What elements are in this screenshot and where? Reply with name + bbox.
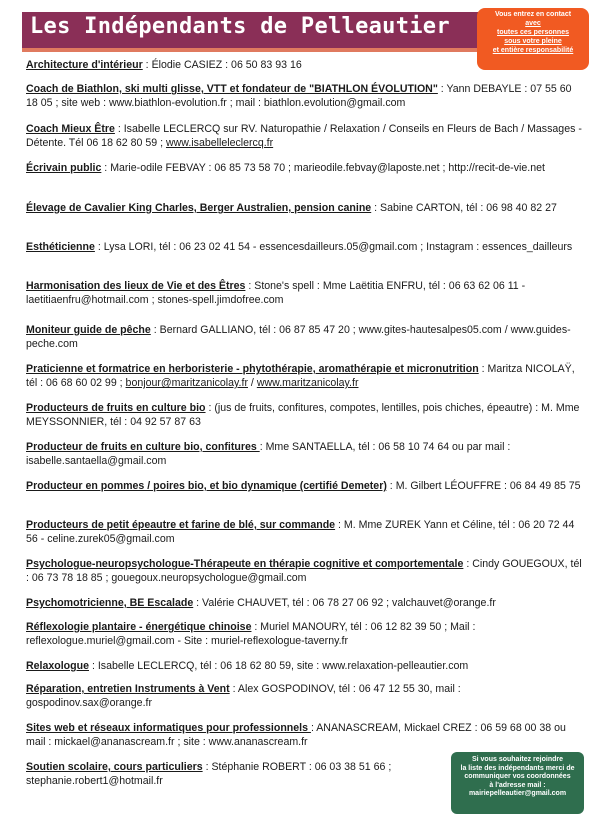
entry-details: : Isabelle LECLERCQ sur RV. Naturopathie / Relaxation / Conseils en Fleurs de Bach / Massages - Détente. Tél 06 18 62 80 59 ; (26, 123, 582, 149)
website-link[interactable]: www.maritzanicolay.fr (256, 377, 359, 389)
entry-category: Coach Mieux Être (26, 123, 115, 135)
entry-category: Praticienne et formatrice en herboristerie - phytothérapie, aromathérapie et micronutrition (26, 363, 479, 375)
entry-details: : Stone's spell : Mme Laëtitia ENFRU, tél : 06 63 62 06 11 - laetitiaenfru@hotmail.com ; stones-spell.jimdofree.com (26, 280, 526, 306)
directory-entry (26, 518, 586, 546)
entry-details: : Stéphanie ROBERT : 06 03 38 51 66 ; stephanie.robert1@hotmail.fr (26, 761, 392, 787)
disclaimer-line: Vous entrez en contact (494, 11, 572, 18)
directory-entry (26, 58, 586, 72)
entry-category: Sites web et réseaux informatiques pour professionnels (26, 722, 311, 734)
entry-details: : Muriel MANOURY, tél : 06 12 82 39 50 ; Mail : reflexologue.muriel@gmail.com - Site : muriel-reflexologue-taverny.fr (26, 621, 476, 647)
entry-details: : Lysa LORI, tél : 06 23 02 41 54 - essencesdailleurs.05@gmail.com ; Instagram : essences_dailleurs (94, 241, 573, 253)
link-separator: / (247, 377, 257, 389)
directory-entry (26, 401, 586, 429)
directory-entry (26, 279, 586, 307)
join-notice-line: communiquer vos coordonnées (464, 773, 571, 780)
entry-category: Architecture d'intérieur (26, 59, 143, 71)
join-notice-email: mairiepelleautier@gmail.com (468, 790, 567, 797)
entry-category: Moniteur guide de pêche (26, 324, 151, 336)
directory-entry (26, 440, 586, 468)
entry-details: : Isabelle LECLERCQ, tél : 06 18 62 80 59, site : www.relaxation-pelleautier.com (89, 660, 469, 672)
entry-details: : Bernard GALLIANO, tél : 06 87 85 47 20 ; www.gites-hautesalpes05.com / www.guides-peche.com (26, 324, 571, 350)
directory-entry (26, 362, 586, 390)
directory-entry (26, 82, 586, 110)
entry-category: Harmonisation des lieux de Vie et des Êtres (26, 280, 246, 292)
entry-category: Soutien scolaire, cours particuliers (26, 761, 203, 773)
directory-entry (26, 557, 586, 585)
entry-category: Esthéticienne (26, 241, 95, 253)
entry-details: : Sabine CARTON, tél : 06 98 40 82 27 (371, 202, 557, 214)
page-title: Les Indépendants de Pelleautier (30, 14, 450, 39)
directory-entry (26, 479, 586, 493)
entry-details: : ANANASCREAM, Mickael CREZ : 06 59 68 00 38 ou mail : mickael@ananascream.fr ; site : www.ananascream.fr (26, 722, 566, 748)
entry-category: Relaxologue (26, 660, 89, 672)
join-notice-line: Si vous souhaitez rejoindre (471, 756, 564, 763)
entry-details: : Marie-odile FEBVAY : 06 85 73 58 70 ; marieodile.febvay@laposte.net ; http://recit-de-vie.net (101, 162, 545, 174)
directory-entry (26, 721, 586, 749)
directory-entry (26, 201, 586, 215)
entry-category: Producteurs de fruits en culture bio (26, 402, 206, 414)
entry-details: : (jus de fruits, confitures, compotes, lentilles, pois chiches, épeautre) : M. Mme MEYSSONNIER, tél : 04 92 57 87 63 (26, 402, 580, 428)
website-link[interactable]: www.isabelleleclercq.fr (165, 137, 274, 149)
disclaimer-line: sous votre pleine (504, 38, 562, 45)
entry-category: Producteur en pommes / poires bio, et bio dynamique (certifié Demeter) (26, 480, 387, 492)
entry-details: : Valérie CHAUVET, tél : 06 78 27 06 92 ; valchauvet@orange.fr (193, 597, 496, 609)
disclaimer-line: et entière responsabilité (492, 47, 574, 54)
directory-entry (26, 760, 446, 788)
join-notice-line: à l'adresse mail : (489, 781, 546, 789)
join-notice-badge (451, 752, 584, 814)
entry-category: Réflexologie plantaire - énergétique chinoise (26, 621, 252, 633)
directory-entry (26, 620, 586, 648)
email-link[interactable]: bonjour@maritzanicolay.fr (125, 377, 248, 389)
entry-category: Psychologue-neuropsychologue-Thérapeute en thérapie cognitive et comportementale (26, 558, 464, 570)
entry-details: : Yann DEBAYLE : 07 55 60 18 05 ; site web : www.biathlon-evolution.fr ; mail : biathlon.evolution@gmail.com (26, 83, 572, 109)
entry-details: : M. Mme ZUREK Yann et Céline, tél : 06 20 72 44 56 - celine.zurek05@gmail.com (26, 519, 575, 545)
entry-details: : Alex GOSPODINOV, tél : 06 47 12 55 30, mail : gospodinov.sax@orange.fr (26, 683, 461, 709)
disclaimer-line: avec (525, 20, 541, 27)
entry-category: Réparation, entretien Instruments à Vent (26, 683, 230, 695)
entry-details: : Maritza NICOLAŸ, tél : 06 68 60 02 99 ; (26, 363, 575, 389)
entry-details: : Cindy GOUEGOUX, tél : 06 73 78 18 85 ; gouegoux.neuropsychologue@gmail.com (26, 558, 582, 584)
directory-entry (26, 659, 586, 673)
join-notice-line: la liste des indépendants merci de (460, 764, 575, 772)
directory-entry (26, 240, 586, 254)
directory-entry (26, 122, 586, 150)
entry-details: : M. Gilbert LÉOUFFRE : 06 84 49 85 75 (386, 480, 581, 492)
directory-entry (26, 323, 586, 351)
entry-details: : Mme SANTAELLA, tél : 06 58 10 74 64 ou par mail : isabelle.santaella@gmail.com (26, 441, 511, 467)
entry-category: Élevage de Cavalier King Charles, Berger Australien, pension canine (26, 202, 372, 214)
title-underline (22, 48, 478, 52)
entry-category: Écrivain public (26, 162, 102, 174)
entry-category: Psychomotricienne, BE Escalade (26, 597, 194, 609)
directory-entry (26, 682, 586, 710)
directory-entry (26, 161, 586, 175)
disclaimer-line: toutes ces personnes (497, 29, 569, 36)
entry-category: Producteurs de petit épeautre et farine de blé, sur commande (26, 519, 336, 531)
entry-category: Coach de Biathlon, ski multi glisse, VTT et fondateur de "BIATHLON ÉVOLUTION" (26, 83, 438, 95)
entry-details: : Élodie CASIEZ : 06 50 83 93 16 (142, 59, 302, 71)
entry-category: Producteur de fruits en culture bio, confitures (26, 441, 260, 453)
directory-entry (26, 596, 586, 610)
